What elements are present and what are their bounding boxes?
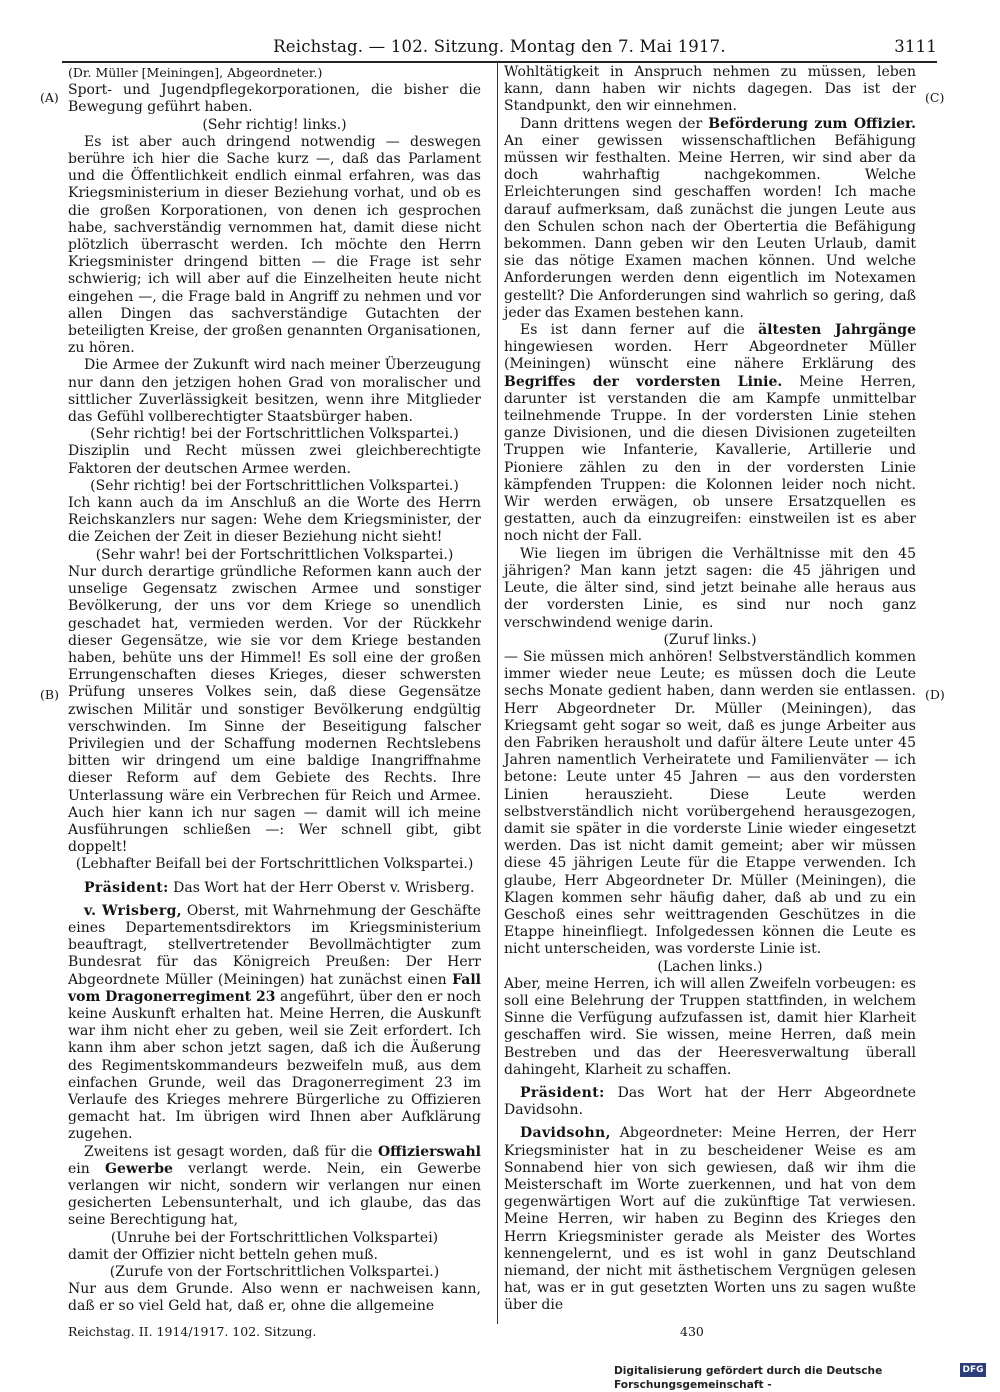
margin-mark-b: (B) [40, 687, 59, 702]
speech-davidsohn [504, 1125, 916, 1314]
dfg-logo-icon: DFG [960, 1363, 986, 1377]
interjection: (Lebhafter Beifall bei der Fortschrittlichen Volkspartei.) [75, 856, 474, 873]
paragraph: Nur durch derartige gründliche Reformen kann auch der unselige Gegensatz zwischen Armee und sonstiger Bevölkerung, der uns vor dem Kriege so unendlich geschadet hat, vermieden werden. Vor der Rückkehr dieser Gegensätze, wie sie vor dem Kriege bestanden haben, behüte uns der Himmel! Es soll eine der großen Errungenschaften dieses Krieges, dieser schwersten Prüfung unseres Volkes sein, daß diese Gegensätze zwischen Militär und sonstiger Bevölkerung endgültig verschwinden. Im Sinne der Beseitigung falscher Privilegien und der Schaffung modernen Rechtslebens bitten wir dringend um eine baldige Inangriffnahme dieser Reform auf dem Gebiete des Rechts. Ihre Unterlassung wäre ein Verbrechen für Reich und Armee. Auch hier kann ich nur sagen — damit will ich meine Ausführungen schließen —: Wer schnell gibt, gibt doppelt! [68, 563, 481, 856]
paragraph: Nur aus dem Grunde. Also wenn er nachweisen kann, daß er so viel Geld hat, daß er, ohne die allgemeine [68, 1281, 481, 1315]
margin-mark-a: (A) [40, 90, 59, 105]
text-run: An einer gewissen wissenschaftlichen Befähigung müssen wir festhalten. Meine Herren, wir sind aber da doch wahrhaftig nachgekommen. Welche Erleichterungen sind geschaffen worden! Ich mache darauf aufmerksam, daß zunächst die jungen Leute aus den Schulen schon nach der Obertertia die Befähigung bekommen. Dann geben wir den Leuten Urlaub, damit sie das nötige Examen machen können. Und welche Anforderungen werden denn eigentlich im Notexamen gestellt? Die Anforderungen sind wahrlich so gering, daß jeder das Examen bestehen kann. [504, 132, 916, 321]
interjection: (Sehr richtig! links.) [202, 116, 347, 133]
digitization-credit: Digitalisierung gefördert durch die Deutsche Forschungsgemeinschaft - [614, 1365, 883, 1391]
text-run: ein [68, 1160, 106, 1177]
paragraph: Disziplin und Recht müssen zwei gleichberechtigte Faktoren der deutschen Armee werden. [68, 443, 481, 477]
emphasis: Gewerbe [105, 1160, 173, 1177]
paragraph [504, 116, 916, 322]
paragraph: — Sie müssen mich anhören! Selbstverständlich kommen immer wieder neue Leute; es müssen doch die Leute sechs Monate gedient haben, dann werden sie entlassen. Herr Abgeordneter Dr. Müller (Meiningen), das Kriegsamt geht sogar so weit, daß es junge Arbeiter aus den Fabriken herausholt und dafür ältere Leute unter 45 Jahren namentlich Verheiratete und Familienväter — ich betone: Leute unter 45 Jahren — aus den vordersten Linien herauszieht. Diese Leute werden selbstverständlich nicht vorübergehend herausgezogen, damit sie später in die vorderste Linie wieder eingesetzt werden. Das ist nicht damit gemeint; aber wir müssen diese 45 jährigen Leute für die Etappe verwenden. Ich glaube, Herr Abgeordneter Dr. Müller (Meiningen), die Klagen kommen sehr häufig daher, daß ab und zu ein Geschoß eines sehr weittragenden Geschützes in die Etappe hineinfliegt. Infolgedessen können die Leute es nicht unterscheiden, was vorderste Linie ist. [504, 648, 916, 958]
president-statement [504, 1085, 916, 1119]
interjection: (Zurufe von der Fortschrittlichen Volkspartei.) [109, 1264, 440, 1281]
paragraph: Wohltätigkeit in Anspruch nehmen zu müssen, leben kann, dann haben wir nichts dagegen. Das ist der Standpunkt, den wir einnehmen. [504, 64, 916, 115]
text-run: Es ist dann ferner auf die [520, 322, 759, 339]
statement-text: Das Wort hat der Herr Abgeordnete Davidsohn. [504, 1084, 916, 1119]
column-divider [497, 62, 498, 1324]
emphasis: Offizierswahl [377, 1143, 481, 1160]
left-column [68, 64, 481, 1316]
speech-wrisberg [68, 903, 481, 1144]
statement-text: Das Wort hat der Herr Oberst v. Wrisberg. [168, 879, 475, 896]
interjection: (Sehr richtig! bei der Fortschrittlichen Volkspartei.) [90, 477, 459, 494]
paragraph: Aber, meine Herren, ich will allen Zweifeln vorbeugen: es soll eine Belehrung der Truppen stattfinden, in welchem Sinne die Verfügung aufzufassen ist, damit hier Klarheit geschaffen wird. Sie wissen, meine Herren, daß mein Bestreben und das der Heeresverwaltung überall dahingeht, Klarheit zu schaffen. [504, 975, 916, 1078]
emphasis: ältesten Jahrgänge [758, 322, 916, 339]
interjection: (Lachen links.) [657, 958, 763, 975]
interjection: (Sehr richtig! bei der Fortschrittlichen Volkspartei.) [90, 426, 459, 443]
speaker-name: Davidsohn, [520, 1125, 611, 1142]
emphasis: Begriffes der vordersten Linie. [504, 373, 783, 390]
interjection: (Unruhe bei der Fortschrittlichen Volkspartei) [110, 1229, 439, 1246]
paragraph: Sport- und Jugendpflegekorporationen, die bisher die Bewegung geführt haben. [68, 82, 481, 116]
text-run: Zweitens ist gesagt worden, daß für die [84, 1143, 378, 1160]
emphasis: Beförderung zum Offizier. [708, 115, 917, 132]
speaker-note: (Dr. Müller [Meiningen], Abgeordneter.) [68, 65, 323, 80]
text-run: Dann drittens wegen der [520, 115, 709, 132]
paragraph [68, 1144, 481, 1230]
speech-text: Oberst, mit Wahrnehmung der Geschäfte eines Departementsdirektors im Kriegsministerium beauftragt, stellvertretender Bevollmächtigter zum Bundesrat für das Königreich Preußen: Der Herr Abgeordnete Müller (Meiningen) hat zunächst einen [68, 902, 482, 988]
speech-text: Abgeordneter: Meine Herren, der Herr Kriegsminister hat in zu bescheidener Weise es am Sonnabend hier von sich gewiesen, daß wir ihm die Meisterschaft im Worte zuerkennen, und hat von dem gegenwärtigen Wort auf die zukünftige Tat verwiesen. Meine Herren, wir haben zu Beginn des Krieges den Herrn Kriegsminister gerade als Meister des Wortes kennengelernt, und es ist wohl in ganz Deutschland niemand, der nicht mit ästhetischem Vergnügen gelesen hat, was er in gut gesetzten Worten uns zu sagen wußte über die [504, 1125, 916, 1314]
paragraph: Es ist aber auch dringend notwendig — deswegen berühre ich hier die Sache kurz —, daß das Parlament und die Öffentlichkeit endlich einmal erfahren, was das Kriegsministerium in dieser Beziehung vorhat, und ob es die großen Korporationen, von denen ich gesprochen habe, sachverständig vernommen hat, damit diese nicht plötzlich überrascht werden. Ich möchte den Herrn Kriegsminister dringend bitten — die Frage ist sehr schwierig; ich will aber auf die Einzelheiten heute nicht eingehen —, die Frage bald in Angriff zu nehmen und vor allen Dingen das sachverständige Gutachten der beteiligten Kreise, der großen genannten Organisationen, zu hören. [68, 133, 481, 357]
speaker-name: Präsident: [84, 879, 169, 896]
interjection: (Zuruf links.) [663, 631, 757, 648]
right-column [504, 64, 916, 1315]
speaker-name: v. Wrisberg, [84, 902, 183, 919]
paragraph: damit der Offizier nicht betteln gehen muß. [68, 1246, 378, 1263]
paragraph: Ich kann auch da im Anschluß an die Worte des Herrn Reichskanzlers nur sagen: Wehe dem Kriegsminister, der die Zeichen der Zeit in dieser Beziehung nicht sieht! [68, 495, 481, 546]
footer-left: Reichstag. II. 1914/1917. 102. Sitzung. [68, 1324, 317, 1339]
paragraph: Wie liegen im übrigen die Verhältnisse mit den 45 jährigen? Man kann jetzt sagen: die 45 jährigen und Leute, die älter sind, sind jetzt beinahe alle heraus aus der vordersten Linie, es sind nur noch ganz verschwindend wenige darin. [504, 545, 916, 631]
page-number: 3111 [894, 37, 937, 56]
president-statement [68, 880, 481, 897]
margin-mark-c: (C) [925, 90, 945, 105]
emphasis: Fall vom Dragonerregiment 23 [68, 971, 481, 1005]
paragraph [504, 322, 916, 546]
text-run: Meine Herren, darunter ist verstanden die am Kampfe unmittelbar teilnehmende Truppe. In der vordersten Linie stehen ganze Divisionen, und die diesen Divisionen zugeteilten Truppen wie Infanterie, Kavallerie, Artillerie und Pioniere zählen zu den in der vordersten Linie kämpfenden Truppen: die Kolonnen leider noch nicht. Wir werden erwägen, ob unsere Ersatzquellen es gestatten, auch da einzugreifen: einstweilen ist es aber noch nicht der Fall. [504, 373, 916, 545]
running-header [62, 36, 937, 58]
margin-mark-d: (D) [925, 687, 945, 702]
paragraph: Die Armee der Zukunft wird nach meiner Überzeugung nur dann den jetzigen hohen Grad von moralischer und sittlicher Zuverlässigkeit besitzen, wenn ihre Mitglieder das Gefühl vollberechtigter Staatsbürger haben. [68, 357, 481, 426]
interjection: (Sehr wahr! bei der Fortschrittlichen Volkspartei.) [95, 546, 454, 563]
text-run: verlangt werde. Nein, ein Gewerbe verlangen wir nicht, sondern wir verlangen nur einen gesicherten Lebensunterhalt, und ich glaube, das das seine Berechtigung hat, [68, 1160, 481, 1229]
header-rule [62, 61, 937, 63]
speaker-name: Präsident: [520, 1084, 605, 1101]
footer-page-code: 430 [680, 1324, 704, 1339]
speech-text: angeführt, über den er noch keine Auskunft erhalten hat. Meine Herren, die Auskunft war ihm nicht eher zu geben, weil sie Zeit erfordert. Ich kann ihm aber schon jetzt sagen, daß ich die Äußerung des Regimentskommandeurs bezweifeln muß, aus dem einfachen Grunde, weil das Dragonerregiment 23 im Verlaufe des Krieges mehrere Bürgerliche zu Offizieren gemacht hat. Im übrigen wird Ihnen aber Aufklärung zugehen. [68, 988, 481, 1143]
header-title: Reichstag. — 102. Sitzung. Montag den 7. Mai 1917. [273, 37, 726, 56]
text-run: hingewiesen worden. Herr Abgeordneter Müller (Meiningen) wünscht eine nähere Erklärung des [504, 339, 916, 373]
